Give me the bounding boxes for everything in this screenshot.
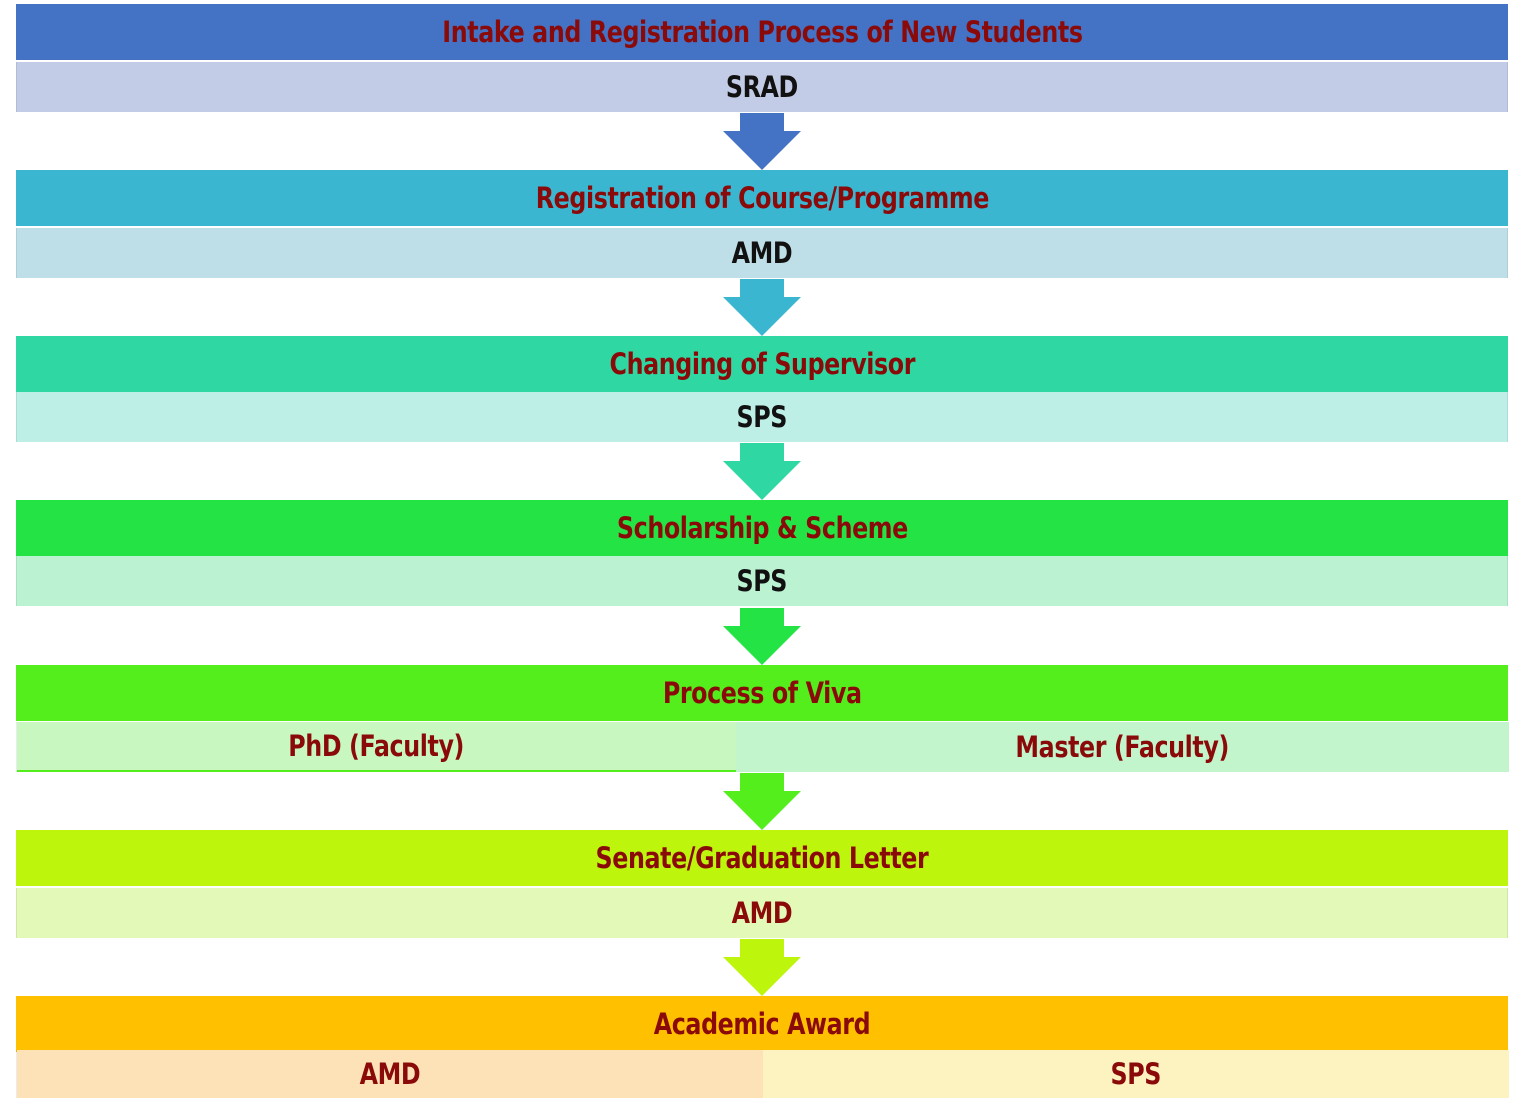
step-5-owner-right-text: Master (Faculty): [1015, 730, 1230, 764]
step-3-title-text: Changing of Supervisor: [609, 347, 915, 381]
step-1-title: [16, 4, 1508, 60]
step-2-owner: [16, 228, 1508, 278]
step-7-owner-left: [17, 1050, 763, 1098]
step-7-owner-right: [763, 1050, 1509, 1098]
step-1-owner-text: SRAD: [726, 70, 798, 104]
down-arrow-3: [723, 443, 801, 500]
down-arrow-5: [723, 773, 801, 830]
step-5-title-text: Process of Viva: [662, 676, 862, 710]
step-7-title: [16, 996, 1508, 1052]
down-arrow-1: [723, 113, 801, 170]
step-6-owner: [16, 888, 1508, 938]
step-4-owner: [16, 556, 1508, 606]
down-arrow-4: [723, 608, 801, 665]
step-5-title: [16, 665, 1508, 721]
step-2-owner-text: AMD: [731, 236, 793, 270]
down-arrow-6: [723, 939, 801, 996]
step-5-owners: [16, 722, 1508, 772]
step-6-title: [16, 830, 1508, 886]
step-4-owner-text: SPS: [736, 564, 788, 598]
step-5-owner-left-text: PhD (Faculty): [288, 729, 465, 763]
step-3-title: [16, 336, 1508, 392]
step-7-owner-left-text: AMD: [359, 1057, 421, 1091]
step-6-title-text: Senate/Graduation Letter: [595, 841, 929, 875]
step-7-title-text: Academic Award: [653, 1007, 871, 1041]
step-4-title: [16, 500, 1508, 556]
step-7-owners: [16, 1050, 1508, 1098]
step-5-owner-right: [736, 722, 1509, 772]
down-arrow-2: [723, 279, 801, 336]
step-1-title-text: Intake and Registration Process of New Students: [441, 15, 1083, 49]
step-2-title-text: Registration of Course/Programme: [535, 181, 989, 215]
step-1-owner: [16, 62, 1508, 112]
step-5-owner-left: [17, 722, 736, 772]
step-4-title-text: Scholarship & Scheme: [616, 511, 908, 545]
step-7-owner-right-text: SPS: [1110, 1057, 1162, 1091]
step-2-title: [16, 170, 1508, 226]
step-3-owner: [16, 392, 1508, 442]
step-6-owner-text: AMD: [731, 896, 793, 930]
step-3-owner-text: SPS: [736, 400, 788, 434]
